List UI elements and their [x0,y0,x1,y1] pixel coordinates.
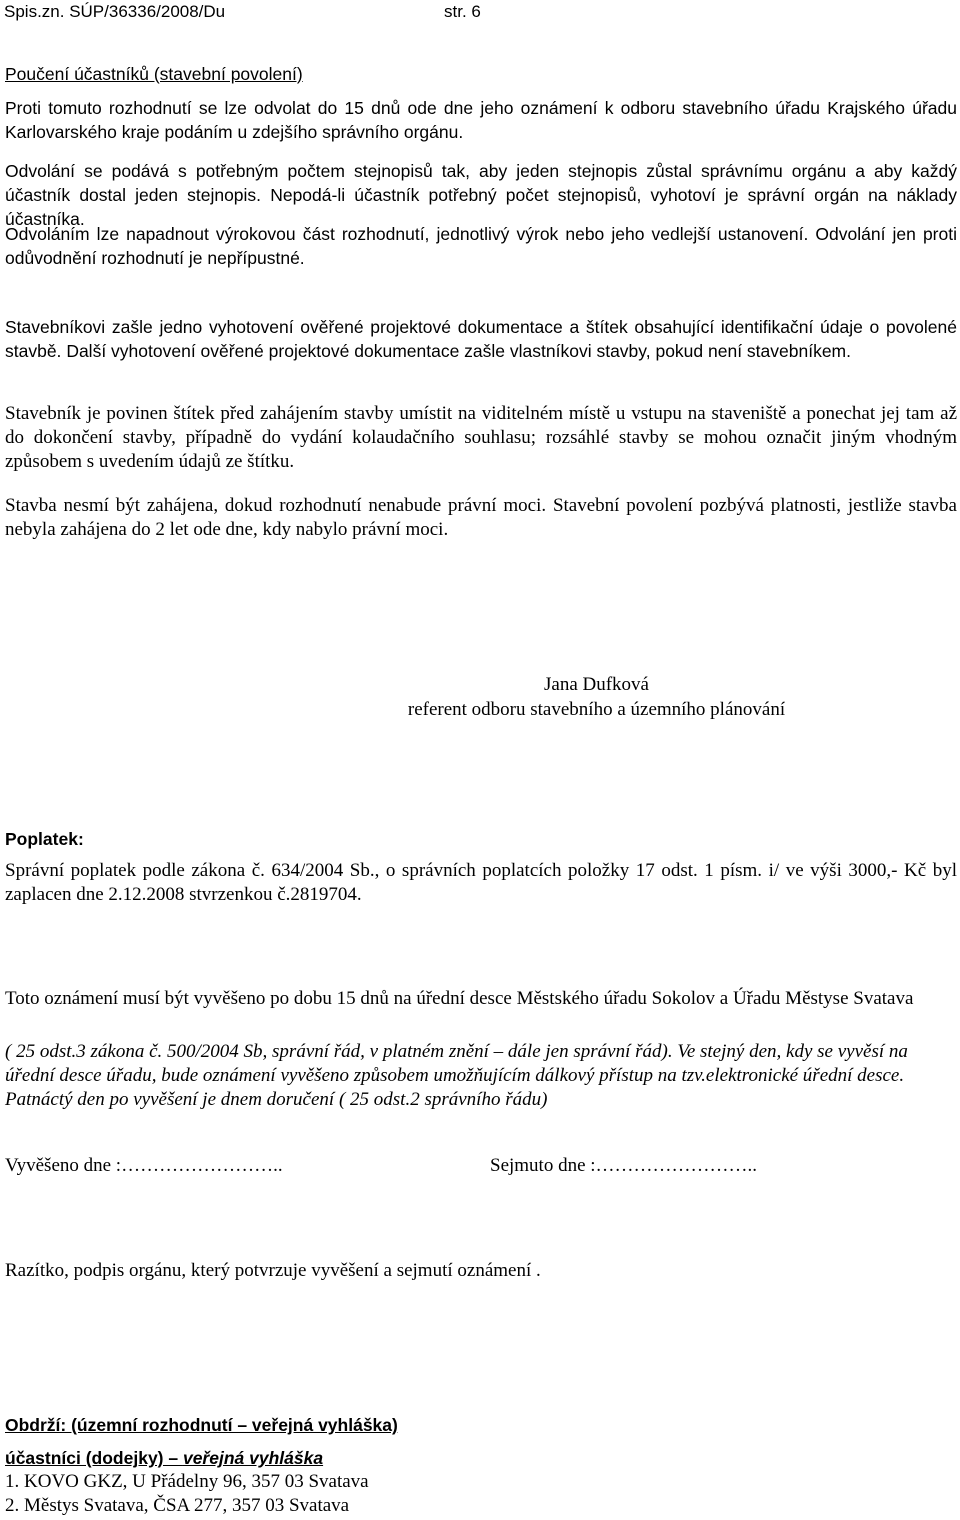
pouceni-paragraph-2a: Odvolání se podává s potřebným počtem stejnopisů tak, aby jeden stejnopis zůstal správnímu orgánu a aby každý účastník dostal jeden stejnopis. [5,161,957,205]
oznameni-text-1: Toto oznámení musí být vyvěšeno po dobu 15 dnů na úřední desce Městského úřadu Sokolov a Úřadu Městyse Svatava [5,988,914,1009]
pouceni-paragraph-3: Odvoláním lze napadnout výrokovou část rozhodnutí, jednotlivý výrok nebo jeho vedlejší ustanovení. Odvolání jen proti odůvodnění rozhodnutí je nepřípustné. [5,224,957,268]
file-reference: Spis.zn. SÚP/36336/2008/Du [4,2,226,21]
pouceni-title: Poučení účastníků (stavební povolení) [5,64,303,84]
pouceni-paragraph-4 [5,315,957,363]
poplatek-text: Správní poplatek podle zákona č. 634/2004 Sb., o správních poplatcích položky 17 odst. 1 písm. i/ ve výši 3000,- Kč byl zaplacen dne 2.12.2008 stvrzenkou č.2819704. [5,860,957,905]
pouceni-paragraph-4a: Stavebníkovi zašle jedno vyhotovení ověřené projektové dokumentace a štítek obsahující identifikační údaje o povolené stavbě. [5,317,957,361]
vyveseno-dne: Vyvěšeno dne :…………………….. [5,1155,283,1176]
obdrzi-subtitle-a: účastníci (dodejky) – [5,1448,183,1468]
signatory-role: referent odboru stavebního a územního plánování [407,699,786,720]
poplatek-title: Poplatek: [5,829,84,849]
sejmuto-dne: Sejmuto dne :…………………….. [490,1155,758,1176]
oznameni-text-2: ( 25 odst.3 zákona č. 500/2004 Sb, správní řád, v platném znění – dále jen správní řád). Ve stejný den, kdy se vyvěsí na úřední desce úřadu, bude oznámení vyvěšeno způsobem umožňujícím dálkový přístup na tzv.elektronické úřední desce. Patnáctý den po vyvěšení je dnem doručení ( 25 odst.2 správního řádu) [5,1041,908,1110]
recipient-item: 2. Městys Svatava, ČSA 277, 357 03 Svatava [5,1495,350,1516]
signatory-name: Jana Dufková [544,674,649,695]
pouceni-paragraph-4b: Další vyhotovení ověřené projektové dokumentace zašle vlastníkovi stavby, pokud není stavebníkem. [66,341,852,361]
pouceni-paragraph-5: Stavebník je povinen štítek před zahájením stavby umístit na viditelném místě u vstupu na staveniště a ponechat jej tam až do dokončení stavby, případně do vydání kolaudačního souhlasu; rozsáhlé stavby se mohou označit jiným vhodným způsobem s uvedením údajů ze štítku. [5,403,957,472]
pouceni-paragraph-2b: Nepodá-li účastník potřebný počet stejnopisů, vyhotoví je správní orgán na náklady účastníka. [5,185,957,229]
obdrzi-title: Obdrží: (územní rozhodnutí – veřejná vyhláška) [5,1415,398,1435]
obdrzi-subtitle-b: veřejná vyhláška [182,1448,324,1468]
recipient-item: 1. KOVO GKZ, U Přádelny 96, 357 03 Svatava [5,1471,369,1492]
pouceni-paragraph-1: Proti tomuto rozhodnutí se lze odvolat do 15 dnů ode dne jeho oznámení k odboru stavebního úřadu Krajského úřadu Karlovarského kraje podáním u zdejšího správního orgánu. [5,98,957,142]
pouceni-paragraph-6: Stavba nesmí být zahájena, dokud rozhodnutí nenabude právní moci. Stavební povolení pozbývá platnosti, jestliže stavba nebyla zahájena do 2 let ode dne, kdy nabylo právní moci. [5,495,957,540]
page-number: str. 6 [444,2,481,21]
pouceni-paragraph-2 [5,159,957,231]
razitko-note: Razítko, podpis orgánu, který potvrzuje vyvěšení a sejmutí oznámení . [5,1260,541,1281]
obdrzi-subtitle [5,1446,957,1470]
